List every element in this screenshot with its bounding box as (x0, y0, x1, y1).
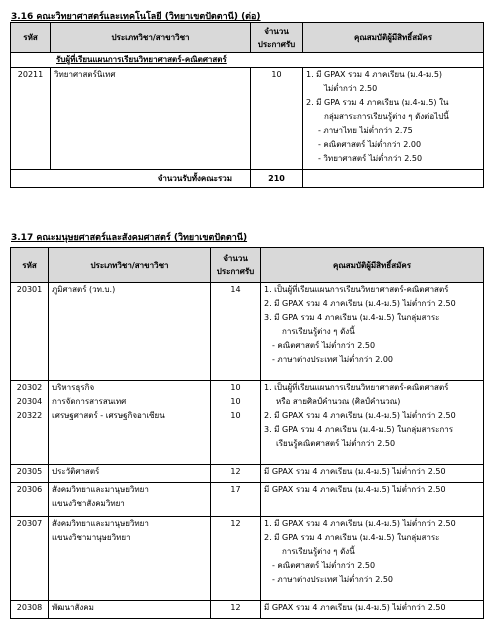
section-title-3-17: 3.17 คณะมนุษยศาสตร์และสังคมศาสตร์ (วิทยาเขตปัตตานี) (11, 233, 248, 243)
group-label: รับผู้ที่เรียนแผนการเรียนวิทยาศาสตร์-คณิตศาสตร์ (11, 53, 484, 68)
header-program: ประเภทวิชา/สาขาวิชา (51, 23, 251, 53)
section-title-3-16: 3.16 คณะวิทยาศาสตร์และเทคโนโลยี (วิทยาเขตปัตตานี) (ต่อ) (11, 12, 261, 22)
row-qualification: 1. มี GPAX รวม 4 ภาคเรียน (ม.4-ม.5) ไม่ต่ำกว่า 2.50 2. มี GPA รวม 4 ภาคเรียน (ม.4-ม.5) ใน กลุ่มสาระการเรียนรู้ต่าง ๆ ดังต่อไปนี้ - ภาษาไทย ไม่ต่ำกว่า 2.75 - คณิตศาสตร์ ไม่ต่ำกว่า 2.00 - วิทยาศาสตร์ ไม่ต่ำกว่า 2.50 (303, 68, 484, 170)
header-program: ประเภทวิชา/สาขาวิชา (49, 248, 211, 283)
table-row: 20302 20304 20322 บริหารธุรกิจ การจัดการสารสนเทศ เศรษฐศาสตร์ - เศรษฐกิจอาเซียน 10 10 10 1. เป็นผู้ที่เรียนแผนการเรียนวิทยาศาสตร์-คณิตศาสตร์ หรือ สายศิลป์คำนวณ (ศิลป์คำนวณ) 2. มี GPAX รวม 4 ภาคเรียน (ม.4-ม.5) ไม่ต่ำกว่า 2.50 3. มี GPA รวม 4 ภาคเรียน (ม.4-ม.5) ในกลุ่มสาระการ เรียนรู้คณิตศาสตร์ ไม่ต่ำกว่า 2.50 (11, 381, 484, 465)
header-quota: จำนวน ประกาศรับ (211, 248, 261, 283)
total-value: 210 (251, 170, 303, 188)
header-code: รหัส (11, 248, 49, 283)
table-3-17 (10, 247, 484, 619)
row-program: วิทยาศาสตร์นิเทศ (51, 68, 251, 170)
total-blank (303, 170, 484, 188)
table-row: 20307 สังคมวิทยาและมานุษยวิทยา แขนงวิชามานุษยวิทยา 12 1. มี GPAX รวม 4 ภาคเรียน (ม.4-ม.5) ไม่ต่ำกว่า 2.50 2. มี GPA รวม 4 ภาคเรียน (ม.4-ม.5) ในกลุ่มสาระ การเรียนรู้ต่าง ๆ ดังนี้ - คณิตศาสตร์ ไม่ต่ำกว่า 2.50 - ภาษาต่างประเทศ ไม่ต่ำกว่า 2.50 (11, 517, 484, 601)
row-code: 20211 (11, 68, 51, 170)
table-3-16 (10, 22, 484, 188)
table-row: 20308 พัฒนาสังคม 12 มี GPAX รวม 4 ภาคเรียน (ม.4-ม.5) ไม่ต่ำกว่า 2.50 (11, 601, 484, 619)
header-code: รหัส (11, 23, 51, 53)
total-label: จำนวนรับทั้งคณะรวม (11, 170, 251, 188)
header-qualification: คุณสมบัติผู้มีสิทธิ์สมัคร (303, 23, 484, 53)
header-qualification: คุณสมบัติผู้มีสิทธิ์สมัคร (261, 248, 484, 283)
row-quota: 10 (251, 68, 303, 170)
header-quota: จำนวน ประกาศรับ (251, 23, 303, 53)
table-row: 20301 ภูมิศาสตร์ (วท.บ.) 14 1. เป็นผู้ที่เรียนแผนการเรียนวิทยาศาสตร์-คณิตศาสตร์ 2. มี GPAX รวม 4 ภาคเรียน (ม.4-ม.5) ไม่ต่ำกว่า 2.50 3. มี GPA รวม 4 ภาคเรียน (ม.4-ม.5) ในกลุ่มสาระ การเรียนรู้ต่าง ๆ ดังนี้ - คณิตศาสตร์ ไม่ต่ำกว่า 2.50 - ภาษาต่างประเทศ ไม่ต่ำกว่า 2.00 (11, 283, 484, 381)
table-row: 20305 ประวัติศาสตร์ 12 มี GPAX รวม 4 ภาคเรียน (ม.4-ม.5) ไม่ต่ำกว่า 2.50 (11, 465, 484, 483)
table-row: 20306 สังคมวิทยาและมานุษยวิทยา แขนงวิชาสังคมวิทยา 17 มี GPAX รวม 4 ภาคเรียน (ม.4-ม.5) ไม่ต่ำกว่า 2.50 (11, 483, 484, 517)
